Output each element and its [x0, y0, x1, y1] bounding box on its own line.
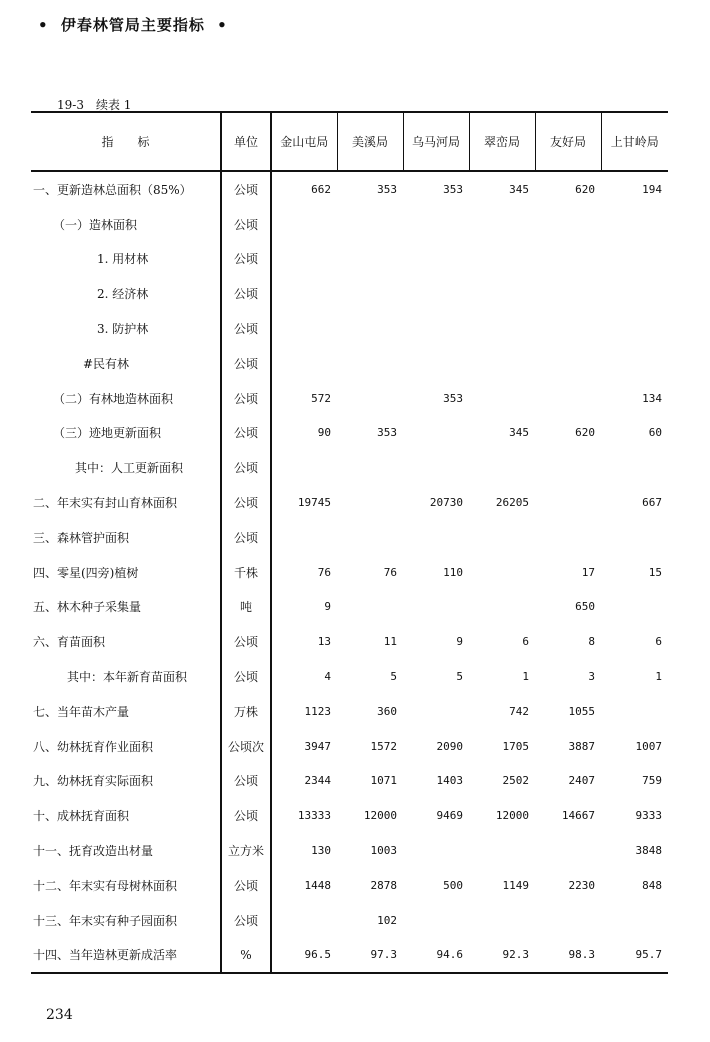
- row-value: 2344: [304, 774, 331, 788]
- row-value: 6: [655, 635, 662, 649]
- row-value: 742: [509, 704, 529, 718]
- row-unit: 公顷: [221, 764, 271, 799]
- row-value: [469, 833, 535, 868]
- row-value: 60: [648, 426, 662, 440]
- row-unit: 公顷: [221, 450, 271, 485]
- row-label: 十四、当年造林更新成活率: [31, 938, 221, 974]
- row-value: 102: [377, 913, 397, 927]
- row-unit: 立方米: [221, 833, 271, 868]
- table-row: [31, 590, 668, 625]
- row-value: 3: [588, 670, 595, 684]
- table-row: [31, 764, 668, 799]
- row-label: #民有林: [83, 356, 130, 371]
- row-value: 620: [575, 426, 595, 440]
- row-unit: 公顷: [221, 624, 271, 659]
- row-label: 七、当年苗木产量: [33, 704, 130, 719]
- row-value: 1572: [370, 739, 397, 753]
- row-value: [535, 276, 601, 311]
- row-value: [271, 520, 337, 555]
- table-row: [31, 276, 668, 311]
- row-value: [469, 311, 535, 346]
- row-label: 五、林木种子采集量: [33, 600, 142, 615]
- row-value: [469, 903, 535, 938]
- row-value: 19745: [297, 496, 331, 510]
- row-value: 194: [642, 182, 662, 196]
- row-value: 76: [383, 565, 397, 579]
- row-value: 5: [390, 670, 397, 684]
- row-value: [601, 207, 668, 242]
- row-value: 134: [642, 391, 662, 405]
- row-value: [271, 903, 337, 938]
- row-label: 1. 用材林: [97, 252, 149, 267]
- header-title: 伊春林管局主要指标: [60, 16, 205, 34]
- row-value: [469, 242, 535, 277]
- table-row: [31, 311, 668, 346]
- row-label: 一、更新造林总面积（85%）: [33, 182, 192, 197]
- row-value: [403, 346, 469, 381]
- row-label: 六、育苗面积: [33, 635, 106, 650]
- row-value: 15: [648, 565, 662, 579]
- row-value: 1: [522, 670, 529, 684]
- header-bureau: 金山屯局: [271, 112, 337, 171]
- row-label: （二）有林地造林面积: [53, 391, 174, 406]
- row-value: 11: [383, 635, 397, 649]
- row-value: [403, 276, 469, 311]
- row-value: 3947: [304, 739, 331, 753]
- row-value: [601, 450, 668, 485]
- row-unit: 公顷: [221, 868, 271, 903]
- row-unit: 公顷: [221, 659, 271, 694]
- row-unit: 公顷: [221, 207, 271, 242]
- header-bullet-right: •: [217, 16, 228, 34]
- header-unit: 单位: [221, 112, 271, 171]
- row-label: 十三、年末实有种子园面积: [33, 913, 178, 928]
- row-value: [535, 485, 601, 520]
- row-label: （三）迹地更新面积: [53, 426, 162, 441]
- row-value: 2407: [568, 774, 595, 788]
- row-value: 12000: [495, 809, 529, 823]
- row-value: 1003: [370, 844, 397, 858]
- table-row: [31, 381, 668, 416]
- row-value: [337, 311, 403, 346]
- row-unit: 公顷: [221, 485, 271, 520]
- row-value: 8: [588, 635, 595, 649]
- row-value: [535, 242, 601, 277]
- row-value: 1403: [436, 774, 463, 788]
- row-value: [403, 903, 469, 938]
- row-unit: 公顷: [221, 798, 271, 833]
- row-value: 500: [443, 878, 463, 892]
- row-value: [601, 694, 668, 729]
- row-unit: 吨: [221, 590, 271, 625]
- header-bureau: 友好局: [535, 112, 601, 171]
- table-row: [31, 659, 668, 694]
- row-value: [403, 207, 469, 242]
- row-label: 2. 经济林: [97, 287, 149, 302]
- table-row: [31, 207, 668, 242]
- row-unit: 公顷: [221, 276, 271, 311]
- row-value: 2230: [568, 878, 595, 892]
- row-value: [601, 520, 668, 555]
- row-value: 1705: [502, 739, 529, 753]
- table-row: [31, 624, 668, 659]
- row-value: [403, 833, 469, 868]
- row-value: 759: [642, 774, 662, 788]
- row-value: [403, 520, 469, 555]
- row-unit: 公顷: [221, 242, 271, 277]
- row-value: 2090: [436, 739, 463, 753]
- row-value: [535, 207, 601, 242]
- row-value: 848: [642, 878, 662, 892]
- row-value: 90: [317, 426, 331, 440]
- row-value: [337, 242, 403, 277]
- table-row: [31, 485, 668, 520]
- row-value: [469, 450, 535, 485]
- row-value: 667: [642, 496, 662, 510]
- row-value: [469, 207, 535, 242]
- row-value: [403, 590, 469, 625]
- row-value: [271, 311, 337, 346]
- row-unit: 公顷: [221, 381, 271, 416]
- row-value: [535, 450, 601, 485]
- row-label: 二、年末实有封山育林面积: [33, 496, 178, 511]
- header-bureau: 上甘岭局: [601, 112, 668, 171]
- row-value: 5: [456, 670, 463, 684]
- row-value: 1071: [370, 774, 397, 788]
- header-indicator: 指 标: [31, 112, 221, 171]
- row-value: [601, 346, 668, 381]
- row-value: [469, 555, 535, 590]
- row-value: [535, 833, 601, 868]
- row-value: [271, 276, 337, 311]
- row-label: 其中：本年新育苗面积: [67, 670, 188, 685]
- row-value: 3848: [635, 844, 662, 858]
- row-value: [535, 520, 601, 555]
- row-value: [403, 694, 469, 729]
- row-value: 26205: [495, 496, 529, 510]
- table-row: [31, 868, 668, 903]
- row-label: 十、成林抚育面积: [33, 809, 130, 824]
- row-value: 20730: [429, 496, 463, 510]
- row-value: 353: [377, 426, 397, 440]
- row-value: [535, 311, 601, 346]
- row-value: 1055: [568, 704, 595, 718]
- row-value: 9469: [436, 809, 463, 823]
- row-label: 十一、抚育改造出材量: [33, 844, 154, 859]
- row-value: [403, 450, 469, 485]
- row-value: 96.5: [271, 938, 337, 974]
- row-value: 572: [311, 391, 331, 405]
- row-value: 1123: [304, 704, 331, 718]
- row-value: 92.3: [469, 938, 535, 974]
- header-bureau: 翠峦局: [469, 112, 535, 171]
- row-value: 98.3: [535, 938, 601, 974]
- table-row: [31, 903, 668, 938]
- row-value: [601, 590, 668, 625]
- row-value: 97.3: [337, 938, 403, 974]
- row-value: [337, 276, 403, 311]
- table-row: [31, 346, 668, 381]
- row-value: 110: [443, 565, 463, 579]
- row-value: [469, 590, 535, 625]
- row-value: [337, 381, 403, 416]
- row-value: 9: [324, 600, 331, 614]
- row-value: [271, 207, 337, 242]
- row-value: 9: [456, 635, 463, 649]
- row-value: [271, 242, 337, 277]
- row-value: 662: [311, 182, 331, 196]
- row-value: 14667: [561, 809, 595, 823]
- row-label: （一）造林面积: [53, 217, 138, 232]
- row-value: 1: [655, 670, 662, 684]
- row-value: [403, 242, 469, 277]
- page-number: 234: [46, 1007, 73, 1023]
- row-value: [535, 903, 601, 938]
- row-unit: 公顷: [221, 520, 271, 555]
- row-value: [601, 903, 668, 938]
- row-value: 13: [317, 635, 331, 649]
- table-row: [31, 520, 668, 555]
- row-value: 4: [324, 670, 331, 684]
- row-label: 三、森林管护面积: [33, 530, 130, 545]
- row-value: [403, 416, 469, 451]
- indicator-table: [31, 111, 668, 974]
- row-value: [271, 450, 337, 485]
- table-row: [31, 694, 668, 729]
- row-value: 76: [317, 565, 331, 579]
- row-label: 八、幼林抚育作业面积: [33, 739, 154, 754]
- row-value: 353: [443, 182, 463, 196]
- row-value: 1149: [502, 878, 529, 892]
- row-value: [601, 311, 668, 346]
- row-unit: 公顷: [221, 346, 271, 381]
- row-unit: 公顷次: [221, 729, 271, 764]
- row-value: 94.6: [403, 938, 469, 974]
- row-unit: 公顷: [221, 171, 271, 207]
- row-value: [469, 381, 535, 416]
- table-row: [31, 242, 668, 277]
- table-row: [31, 416, 668, 451]
- row-label: 四、零星(四旁)植树: [33, 565, 139, 580]
- row-value: 2502: [502, 774, 529, 788]
- row-unit: 万株: [221, 694, 271, 729]
- row-value: 353: [377, 182, 397, 196]
- row-value: [337, 346, 403, 381]
- row-unit: 千株: [221, 555, 271, 590]
- row-value: [469, 346, 535, 381]
- row-value: 650: [575, 600, 595, 614]
- row-label: 3. 防护林: [97, 322, 149, 337]
- table-row: [31, 171, 668, 207]
- row-value: 12000: [363, 809, 397, 823]
- row-unit: 公顷: [221, 903, 271, 938]
- row-value: [601, 242, 668, 277]
- row-value: [271, 346, 337, 381]
- row-label: 十二、年末实有母树林面积: [33, 878, 178, 893]
- row-value: 1007: [635, 739, 662, 753]
- page-header: [32, 14, 234, 35]
- row-value: 345: [509, 182, 529, 196]
- table-row: [31, 555, 668, 590]
- row-value: [337, 485, 403, 520]
- row-value: [469, 276, 535, 311]
- row-value: 13333: [297, 809, 331, 823]
- table-row: [31, 450, 668, 485]
- row-value: [337, 450, 403, 485]
- row-value: 95.7: [601, 938, 668, 974]
- row-value: 17: [581, 565, 595, 579]
- row-value: 360: [377, 704, 397, 718]
- table-row: [31, 729, 668, 764]
- row-value: 345: [509, 426, 529, 440]
- header-bureau: 乌马河局: [403, 112, 469, 171]
- table-row: [31, 798, 668, 833]
- row-unit: %: [221, 938, 271, 974]
- row-value: [337, 590, 403, 625]
- table-row: [31, 938, 668, 974]
- header-bureau: 美溪局: [337, 112, 403, 171]
- row-value: [337, 520, 403, 555]
- row-unit: 公顷: [221, 416, 271, 451]
- row-value: [337, 207, 403, 242]
- header-bullet-left: •: [38, 16, 49, 34]
- table-number: 19-3 续表 1: [57, 98, 132, 112]
- row-unit: 公顷: [221, 311, 271, 346]
- row-value: 1448: [304, 878, 331, 892]
- row-value: [403, 311, 469, 346]
- table-row: [31, 833, 668, 868]
- row-label: 其中：人工更新面积: [75, 461, 184, 476]
- row-value: [535, 381, 601, 416]
- row-value: 353: [443, 391, 463, 405]
- row-value: 6: [522, 635, 529, 649]
- row-label: 九、幼林抚育实际面积: [33, 774, 154, 789]
- row-value: 9333: [635, 809, 662, 823]
- row-value: [535, 346, 601, 381]
- row-value: 620: [575, 182, 595, 196]
- row-value: 2878: [370, 878, 397, 892]
- row-value: [601, 276, 668, 311]
- row-value: 3887: [568, 739, 595, 753]
- table-header-row: [31, 112, 668, 171]
- row-value: [469, 520, 535, 555]
- row-value: 130: [311, 844, 331, 858]
